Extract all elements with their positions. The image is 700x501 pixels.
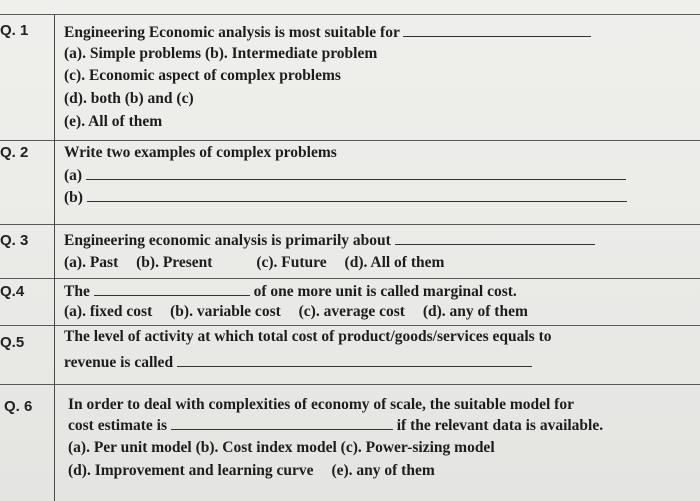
row-divider <box>0 14 700 15</box>
option-line: (e). All of them <box>64 113 163 130</box>
question-text: The of one more unit is called marginal cost. <box>64 283 517 300</box>
answer-blank[interactable] <box>94 283 250 296</box>
answer-blank[interactable] <box>177 354 532 367</box>
question-text: cost estimate is if the relevant data is available. <box>68 417 604 434</box>
question-number: Q. 3 <box>0 232 29 249</box>
question-text: revenue is called <box>64 353 532 372</box>
row-divider <box>0 140 700 141</box>
option-line: (d). Improvement and learning curve (e). any of them <box>68 462 435 479</box>
question-text: Engineering economic analysis is primarily about <box>64 231 595 250</box>
answer-blank[interactable] <box>403 24 591 37</box>
answer-blank[interactable] <box>86 167 626 180</box>
row-divider <box>0 384 700 385</box>
question-number: Q. 2 <box>0 144 29 161</box>
question-number: Q.4 <box>0 283 25 300</box>
row-divider <box>0 224 700 225</box>
row-divider <box>0 325 700 326</box>
question-number: Q. 1 <box>0 22 29 39</box>
option-line: (c). Economic aspect of complex problems <box>64 67 341 84</box>
answer-blank[interactable] <box>171 417 393 430</box>
option-line: (d). both (b) and (c) <box>64 90 194 107</box>
question-text: In order to deal with complexities of economy of scale, the suitable model for <box>68 396 574 413</box>
answer-line: (a) <box>64 166 626 185</box>
question-number: Q. 6 <box>4 398 33 415</box>
answer-line: (b) <box>64 188 627 207</box>
question-text: Engineering Economic analysis is most suitable for <box>64 23 591 42</box>
question-text: Write two examples of complex problems <box>64 144 337 161</box>
answer-blank[interactable] <box>395 232 595 245</box>
option-line: (a). Simple problems (b). Intermediate problem <box>64 45 378 62</box>
row-divider <box>0 278 700 279</box>
question-number: Q.5 <box>0 334 25 351</box>
option-line: (a). Past (b). Present (c). Future (d). All of them <box>64 254 445 271</box>
option-line: (a). fixed cost (b). variable cost (c). average cost (d). any of them <box>64 303 528 320</box>
question-text: The level of activity at which total cost of product/goods/services equals to <box>64 328 552 345</box>
column-divider <box>54 14 55 501</box>
answer-blank[interactable] <box>87 189 627 202</box>
option-line: (a). Per unit model (b). Cost index model (c). Power-sizing model <box>68 439 495 456</box>
